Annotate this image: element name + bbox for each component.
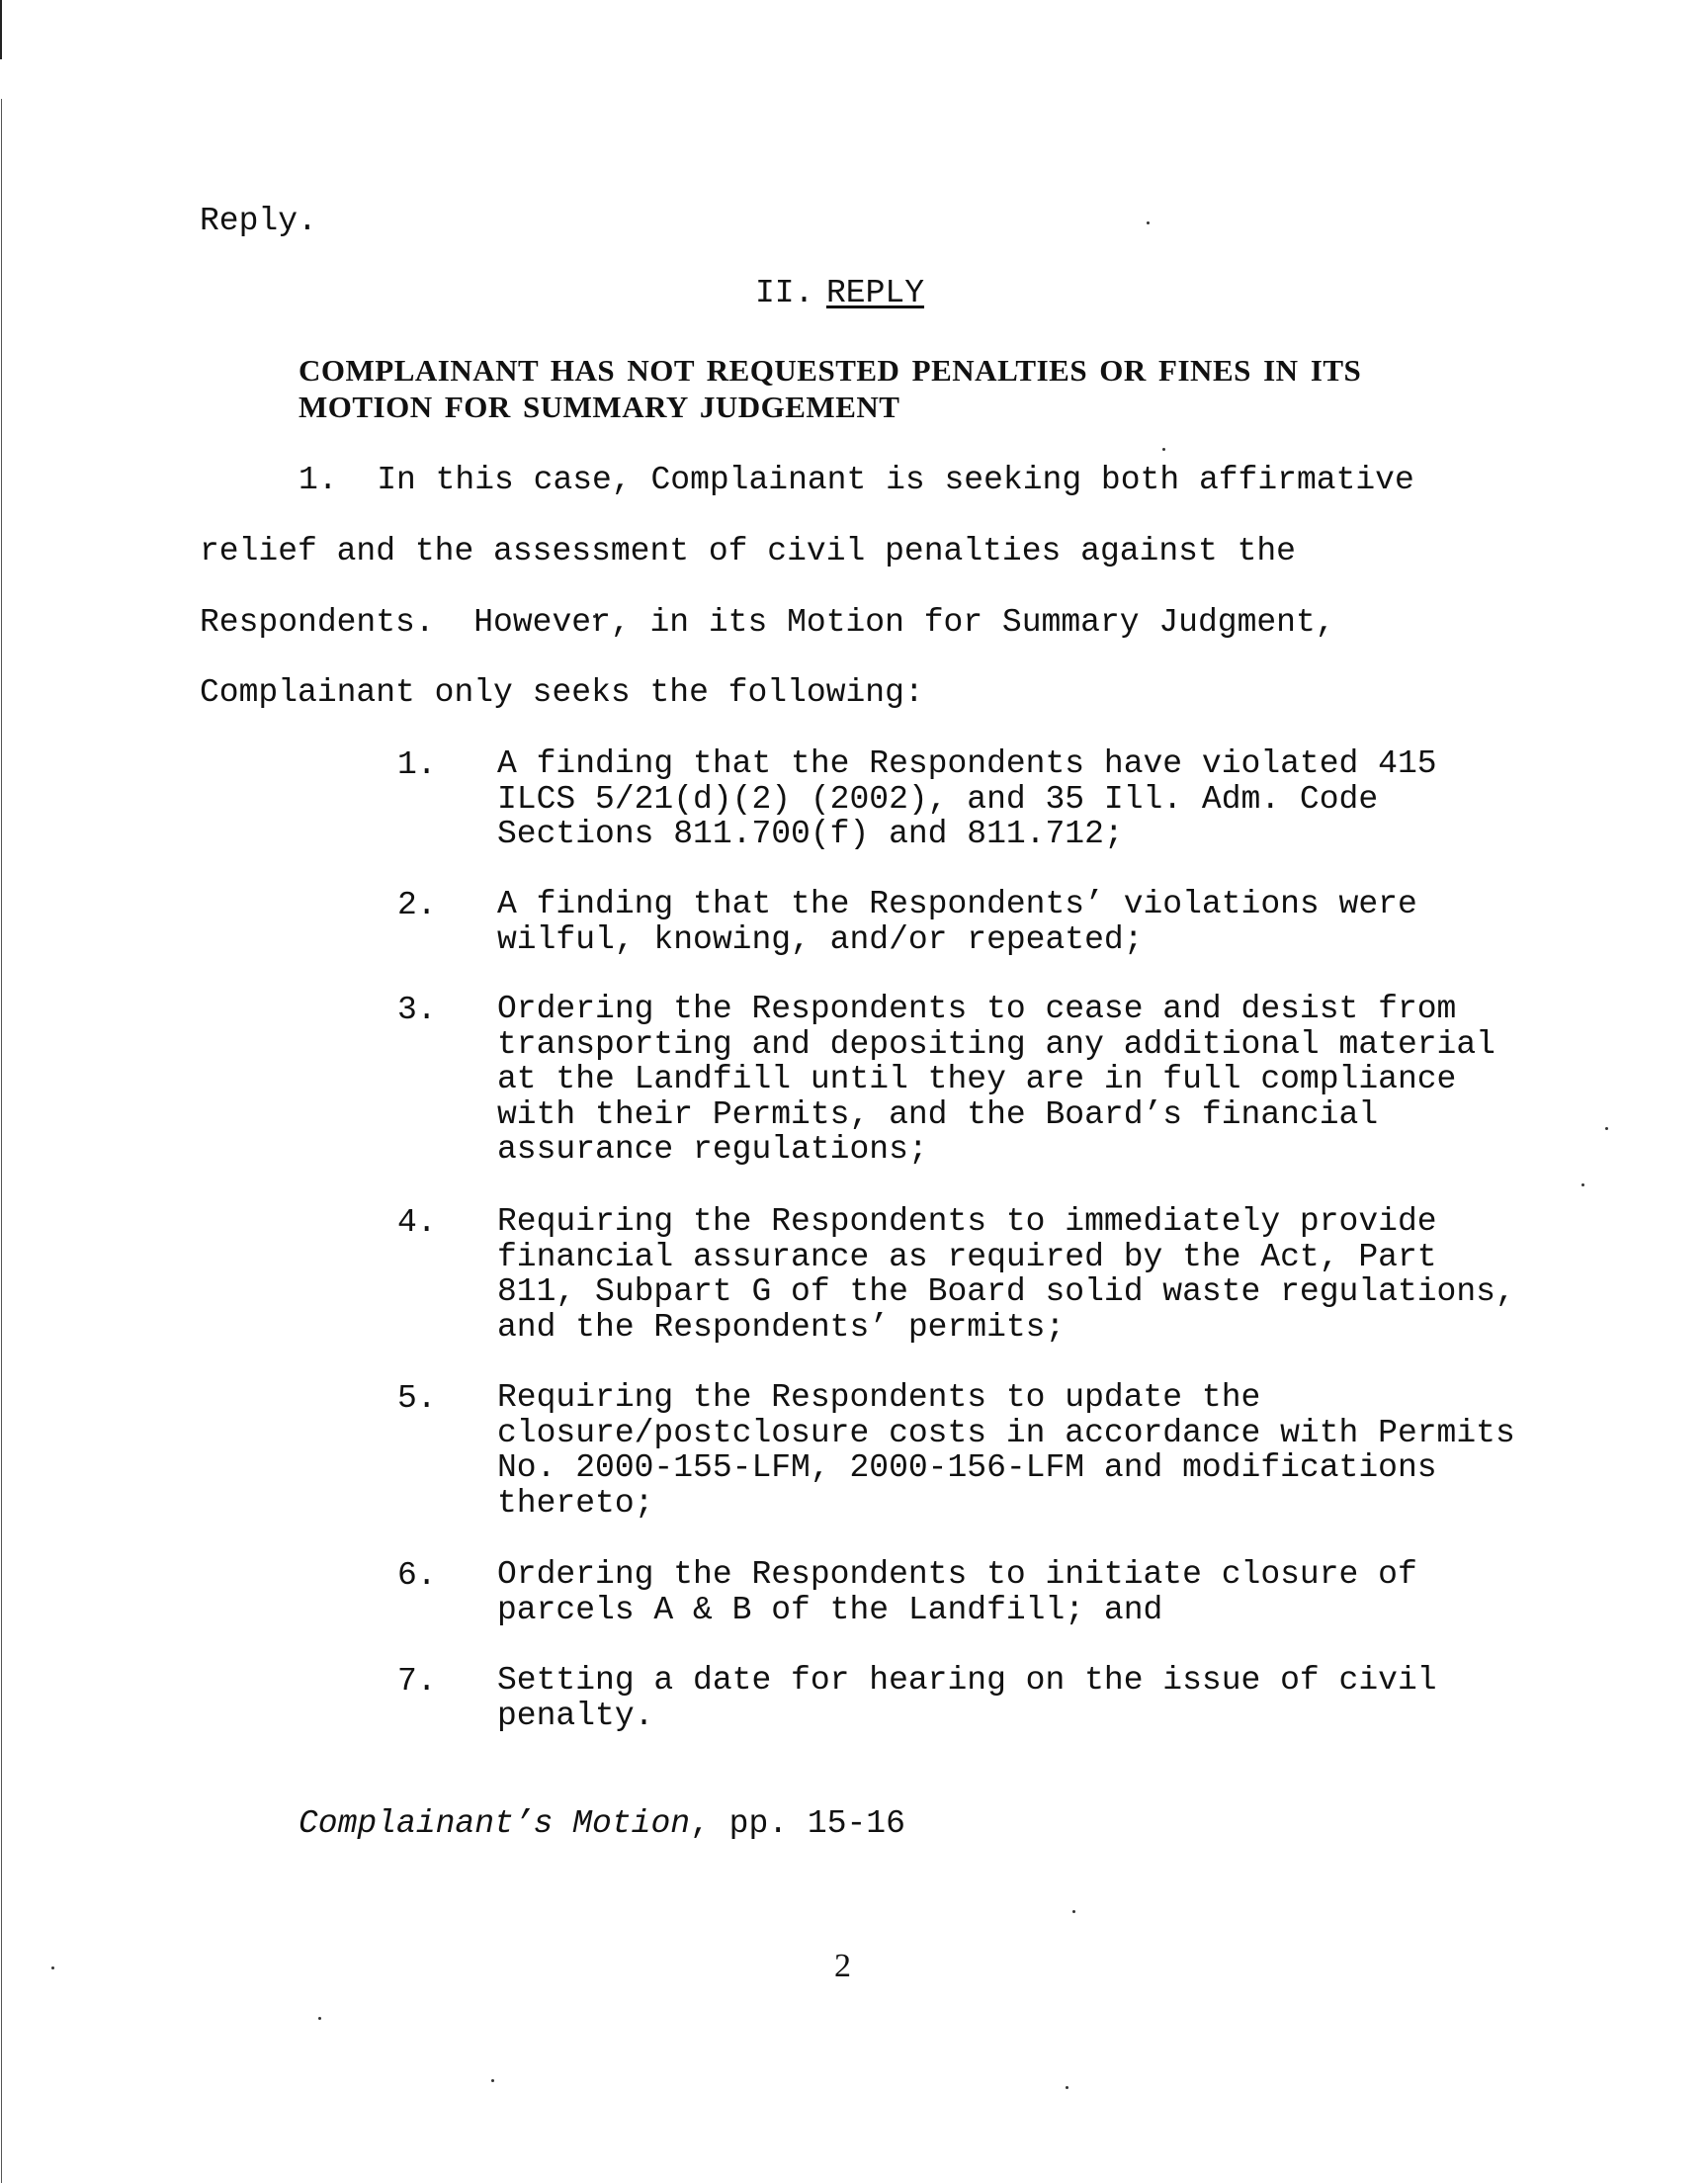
- list-item-number: 5.: [397, 1380, 437, 1417]
- list-item-number: 4.: [397, 1204, 437, 1241]
- list-item-text: Ordering the Respondents to initiate closure of parcels A & B of the Landfill; and: [497, 1556, 1417, 1628]
- scan-edge-line: [1, 99, 2, 2183]
- list-item-number: 7.: [397, 1663, 437, 1700]
- citation-source: Complainant’s Motion: [299, 1805, 691, 1842]
- list-item-text: Requiring the Respondents to immediately provide financial assurance as required by the Act, Part 811, Subpart G of the Board solid waste regulations, and the Respondents’ permits;: [497, 1203, 1515, 1346]
- scan-speck: [491, 2079, 494, 2082]
- paragraph-line: 1. In this case, Complainant is seeking both affirmative: [299, 462, 1414, 498]
- list-item-text: Requiring the Respondents to update the closure/postclosure costs in accordance with Permits No. 2000-155-LFM, 2000-156-LFM and modifications thereto;: [497, 1379, 1515, 1522]
- sub-heading: COMPLAINANT HAS NOT REQUESTED PENALTIES OR FINES IN ITS MOTION FOR SUMMARY JUDGEMENT: [299, 353, 1362, 424]
- list-item-text: A finding that the Respondents have violated 415 ILCS 5/21(d)(2) (2002), and 35 Ill. Adm. Code Sections 811.700(f) and 811.712;: [497, 745, 1437, 852]
- scan-speck: [1072, 1910, 1075, 1913]
- paragraph-line: Complainant only seeks the following:: [200, 674, 924, 711]
- scan-speck: [1066, 2086, 1068, 2089]
- scan-speck: [51, 1966, 54, 1969]
- section-title: REPLY: [826, 275, 925, 311]
- scan-speck: [1147, 221, 1150, 224]
- scan-speck: [1581, 1183, 1584, 1186]
- list-item-text: Ordering the Respondents to cease and desist from transporting and depositing any additional material at the Landfill until they are in full compliance with their Permits, and the Board’s financial assurance regulations;: [497, 991, 1495, 1168]
- list-item-number: 6.: [397, 1557, 437, 1594]
- citation-pages: , pp. 15-16: [690, 1805, 905, 1842]
- list-item-number: 1.: [397, 746, 437, 783]
- list-item-text: A finding that the Respondents’ violations were wilful, knowing, and/or repeated;: [497, 886, 1417, 958]
- list-item-number: 2.: [397, 887, 437, 923]
- scan-speck: [1605, 1127, 1608, 1130]
- list-item-number: 3.: [397, 992, 437, 1028]
- opening-fragment: Reply.: [200, 203, 317, 239]
- paragraph-line: relief and the assessment of civil penalties against the: [200, 533, 1296, 569]
- scan-speck: [1162, 448, 1165, 451]
- scan-speck: [318, 2017, 321, 2020]
- list-item-text: Setting a date for hearing on the issue of civil penalty.: [497, 1662, 1437, 1734]
- section-number: II.: [755, 275, 814, 311]
- paragraph-line: Respondents. However, in its Motion for Summary Judgment,: [200, 604, 1335, 641]
- scan-edge-mark: [0, 0, 2, 59]
- citation: [299, 1805, 905, 1842]
- page-number: 2: [834, 1948, 851, 1984]
